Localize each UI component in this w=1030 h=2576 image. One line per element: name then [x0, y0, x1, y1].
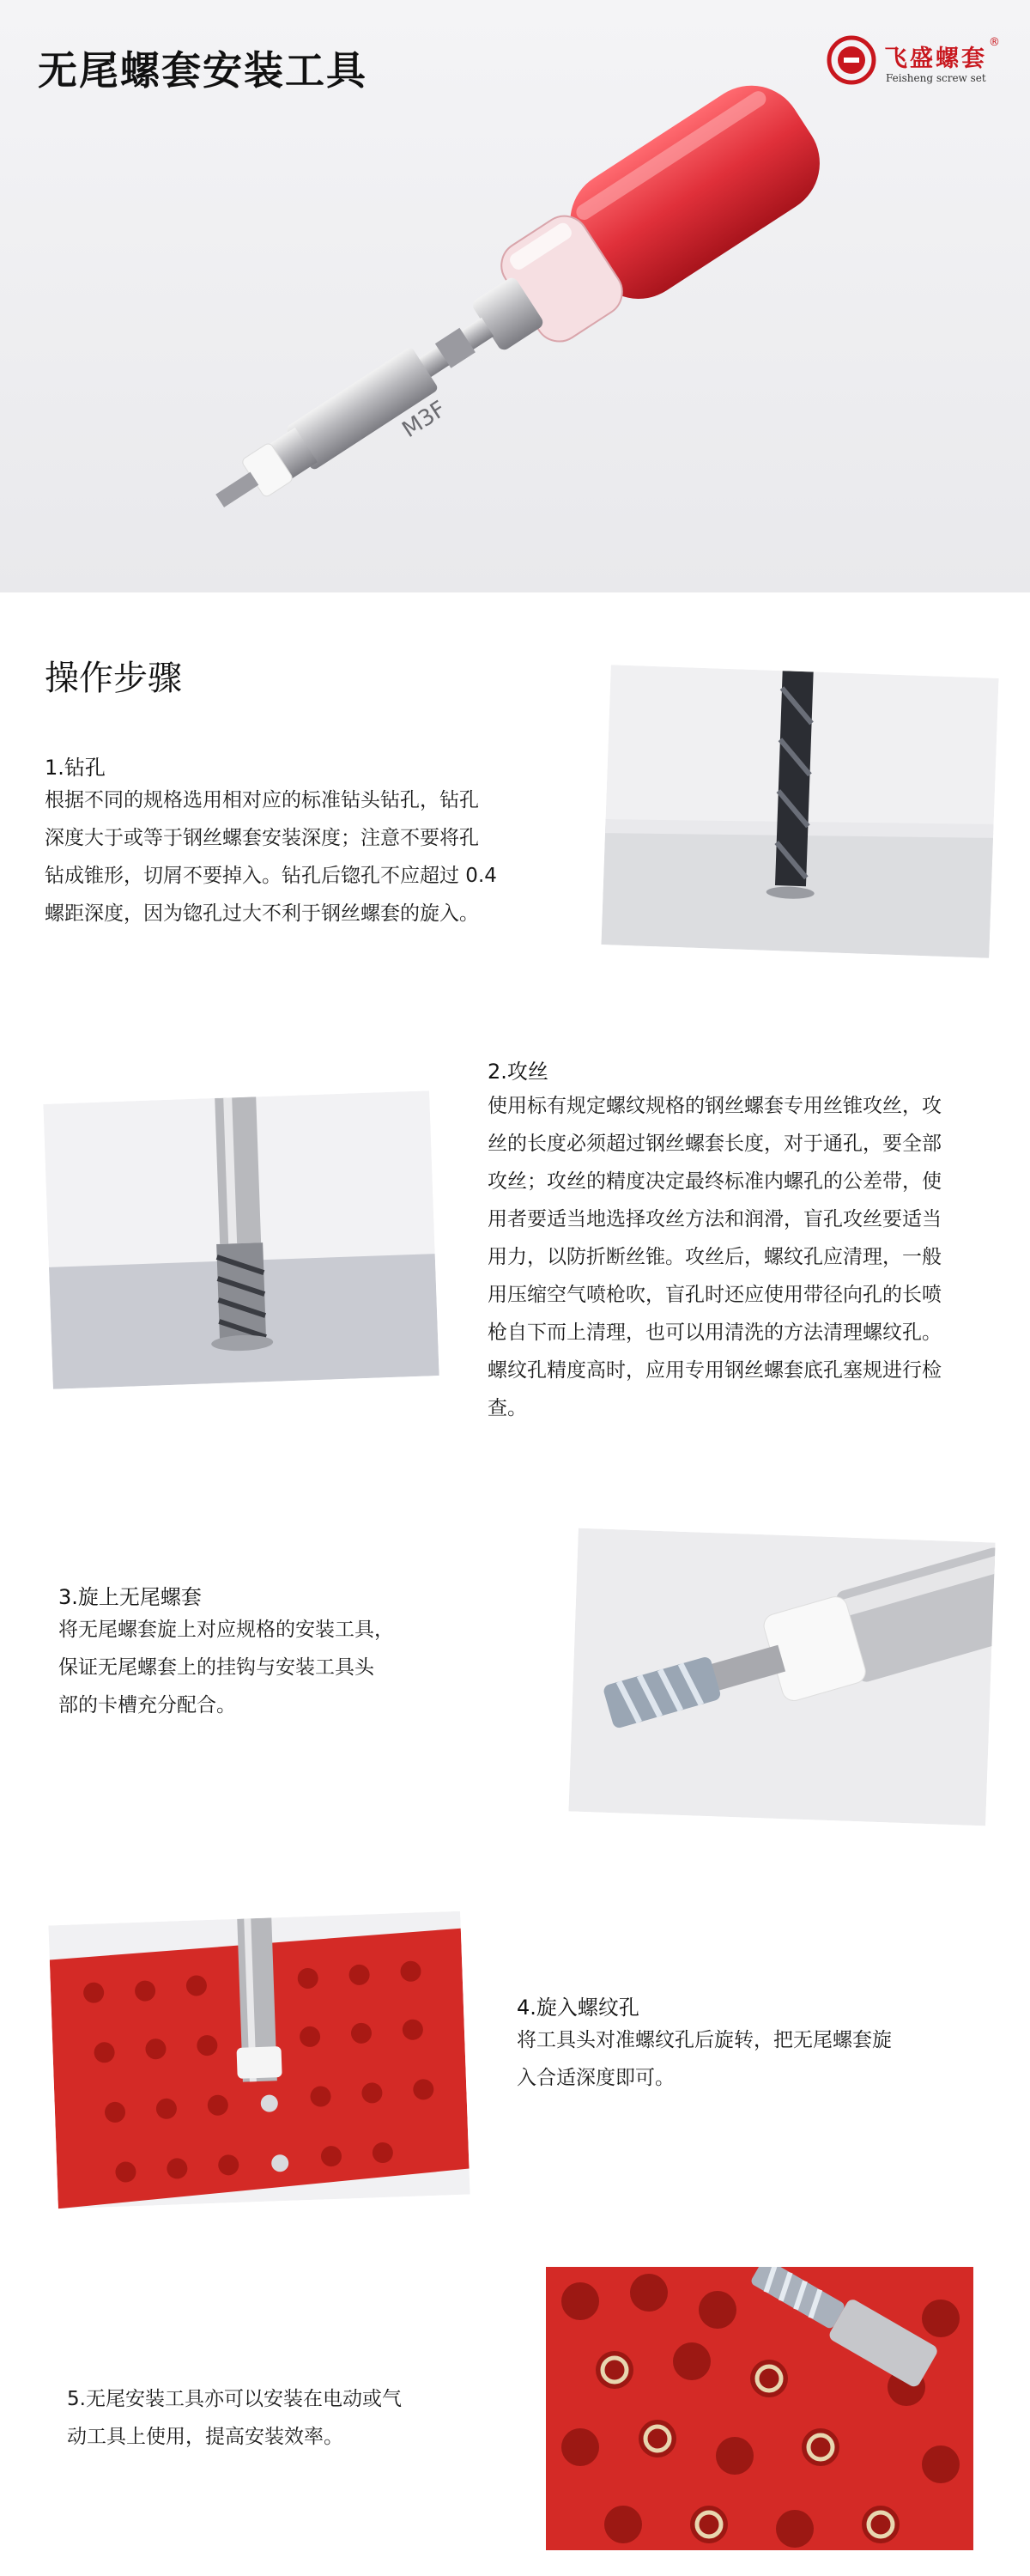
brand-name: 飞盛螺套 — [884, 46, 987, 72]
step-1-title: 1.钻孔 — [45, 756, 106, 780]
step-5-text: 5.无尾安装工具亦可以安装在电动或气 动工具上使用，提高安装效率。 — [67, 2388, 402, 2448]
registered-mark: ® — [989, 36, 1000, 49]
installation-tool-image — [0, 0, 1030, 592]
page-title: 无尾螺套安装工具 — [38, 47, 367, 94]
brand-subtitle: Feisheng screw set — [886, 72, 986, 84]
installing-into-plate-photo — [48, 1911, 470, 2209]
screw-set-on-tool-photo — [568, 1528, 995, 1826]
section-title: 操作步骤 — [45, 659, 182, 698]
installed-screw-sets-photo — [546, 2267, 973, 2550]
step-4-title: 4.旋入螺纹孔 — [517, 1996, 639, 2020]
tool-marking-text: M3F — [397, 396, 451, 443]
step-2-text: 使用标有规定螺纹规格的钢丝螺套专用丝锥攻丝，攻 丝的长度必须超过钢丝螺套长度，对于通孔，要全部 攻丝；攻丝的精度决定最终标准内螺孔的公差带，使 用者要适当地选择攻丝方法和润滑，盲孔攻丝要适当 用力，以防折断丝锥。攻丝后，螺纹孔应清理，一般 用压缩空气喷枪吹，盲孔时还应使用带径向孔的长喷 枪自下而上清理，也可以用清洗的方法清理螺纹孔。 螺纹孔精度高时，应用专用钢丝螺套底孔塞规进行检 查。 — [488, 1095, 942, 1419]
step-1-text: 根据不同的规格选用相对应的标准钻头钻孔，钻孔 深度大于或等于钢丝螺套安装深度；注意不要将孔 钻成锥形，切屑不要掉入。钻孔后锪孔不应超过 0.4 螺距深度，因为锪孔过大不利于钢丝螺套的旋入。 — [45, 789, 497, 925]
step-3-title: 3.旋上无尾螺套 — [58, 1585, 202, 1609]
hero-banner — [0, 0, 1030, 592]
step-3-text: 将无尾螺套旋上对应规格的安装工具， 保证无尾螺套上的挂钩与安装工具头 部的卡槽充分配合。 — [58, 1619, 394, 1716]
tapping-photo — [43, 1091, 439, 1389]
step-2-title: 2.攻丝 — [488, 1060, 548, 1084]
drilling-photo — [601, 665, 998, 958]
step-4-text: 将工具头对准螺纹孔后旋转，把无尾螺套旋 入合适深度即可。 — [517, 2029, 892, 2089]
